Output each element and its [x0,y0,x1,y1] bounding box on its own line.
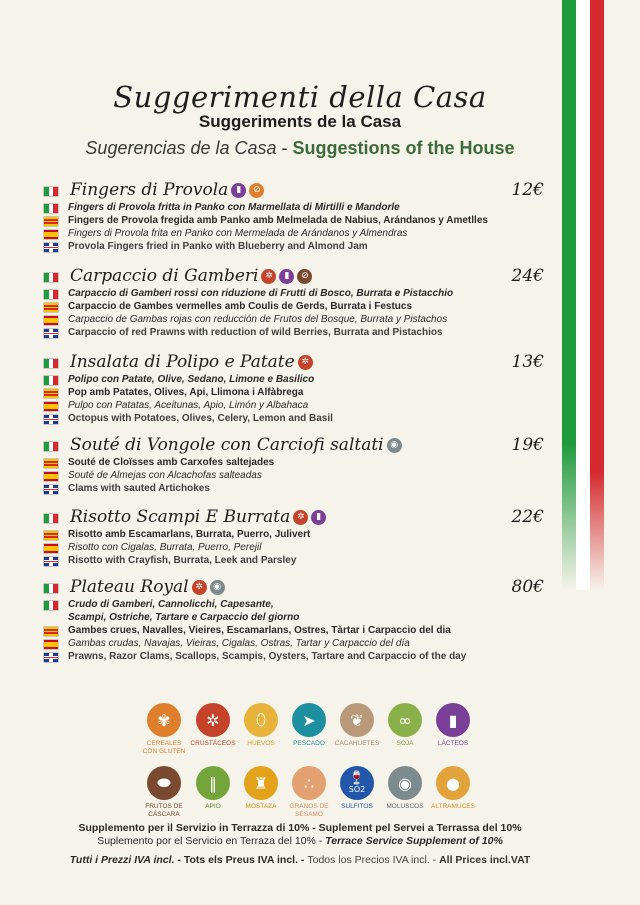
description-italian: Carpaccio di Gamberi rossi con riduzione di Frutti di Bosco, Burrata e Pistacchio [68,288,454,299]
title-catalan: Suggeriments de la Casa [198,112,402,131]
description-spanish: Pulpo con Patatas, Aceitunas, Apio, Limón y Albahaca [68,400,309,411]
celery-icon: ‖ [196,766,230,800]
description-catalan: Fingers de Provola fregida amb Panko amb Melmelada de Nabius, Arándanos y Ametlles [68,215,488,226]
description-english: Carpaccio of red Prawns with reduction of wild Berries, Burrata and Pistachios [68,327,443,338]
dish-name: Fingers di Provola [70,180,229,200]
allergen-cacahuetes [333,703,381,748]
allergen-pescado [285,703,333,748]
description-italian: Fingers di Provola fritta in Panko con Marmellata di Mirtilli e Mandorle [68,202,400,213]
terrace-note-spanish: Suplemento por el Servicio en Terraza del 10% - [97,835,326,847]
crustaceos-icon: ✲ [192,580,207,595]
spain-flag-icon [44,640,58,649]
uk-flag-icon [44,415,58,424]
wine-icon: 🍷 SO2 [340,766,374,800]
italy-flag-icon [44,273,58,282]
description-spanish: Fingers di Provola frita en Panko con Mermelada de Arándanos y Almendras [68,228,408,239]
allergen-frutos [140,766,188,819]
lupin-icon: ● [436,766,470,800]
catalonia-flag-icon [44,531,58,540]
allergen-label-2: CON GLUTEN [142,748,186,755]
italy-flag-icon [44,442,58,451]
frutos-icon: ⊘ [297,269,312,284]
catalonia-flag-icon [44,389,58,398]
italy-flag-icon [44,584,58,593]
title-spanish: Sugerencias de la Casa [85,138,277,158]
so2-label: SO2 [348,784,366,794]
allergen-moluscos [381,766,429,811]
crustaceos-icon: ✲ [298,355,313,370]
nut-icon: ⬬ [147,766,181,800]
title-separator: - [276,138,293,158]
catalonia-flag-icon [44,627,58,636]
description-catalan: Souté de Cloïsses amb Carxofes saltejades [68,457,275,468]
allergen-mostaza [237,766,285,811]
uk-flag-icon [44,653,58,662]
moluscos-icon: ◉ [387,438,402,453]
wheat-icon: ✾ [147,703,181,737]
description-english: Prawns, Razor Clams, Scallops, Scampis, Oysters, Tartare and Carpaccio of the day [68,651,467,662]
description-catalan: Carpaccio de Gambes vermelles amb Coulis de Gerds, Burrata i Festucs [68,301,413,312]
dish-price: 12€ [511,180,544,200]
dish-price: 13€ [511,352,544,372]
vat-spanish: Todos los Precios IVA incl. - [307,854,440,866]
allergen-label: PESCADO [293,740,325,747]
peanut-icon: ❦ [340,703,374,737]
description-spanish: Gambas crudas, Navajas, Vieiras, Cigalas, Ostras, Tartar y Carpaccio del día [68,638,410,649]
allergen-label: HUEVOS [247,740,275,747]
allergen-label: FRUTOS DE [145,803,183,810]
lacteos-icon: ▮ [311,510,326,525]
spain-flag-icon [44,230,58,239]
dish-name: Carpaccio di Gamberi [70,266,259,286]
dish-price: 80€ [511,577,544,597]
italy-flag-icon [44,376,58,385]
allergen-row-2 [140,766,480,826]
footer-notes [0,822,600,866]
uk-flag-icon [44,243,58,252]
allergen-crustaceos [189,703,237,748]
catalonia-flag-icon [44,303,58,312]
dish-carpaccio-di-gamberi [44,266,554,340]
description-english: Risotto with Crayfish, Burrata, Leek and Parsley [68,555,297,566]
allergen-sesamo [285,766,333,819]
italy-flag-icon [44,601,58,610]
dish-price: 24€ [511,266,544,286]
subtitle [0,138,600,159]
allergen-label-2: CÁSCARA [148,811,180,818]
italy-flag-icon [44,290,58,299]
allergen-gluten [140,703,188,756]
allergen-label: CACAHUETES [334,740,380,747]
allergen-soja [381,703,429,748]
dish-name: Souté di Vongole con Carciofi saltati [70,435,384,455]
catalonia-flag-icon [44,459,58,468]
dish-plateau-royal [44,577,554,664]
spain-flag-icon [44,544,58,553]
allergen-label: CEREALES [146,740,182,747]
dish-price: 22€ [511,507,544,527]
terrace-supplement-note: Supplemento per il Servizio in Terrazza di 10% - Suplement pel Servei a Terrassa del 10% [78,822,522,834]
moluscos-icon: ◉ [210,580,225,595]
description-english: Provola Fingers fried in Panko with Blueberry and Almond Jam [68,241,368,252]
spain-flag-icon [44,472,58,481]
lacteos-icon: ▮ [279,269,294,284]
menu-header [0,80,600,159]
vat-note [0,854,600,866]
crustaceos-icon: ✲ [293,510,308,525]
uk-flag-icon [44,557,58,566]
description-spanish: Risotto con Cigalas, Burrata, Puerro, Perejil [68,542,262,553]
allergen-label: SOJA [396,740,414,747]
spain-flag-icon [44,402,58,411]
dish-insalata-di-polipo [44,352,554,426]
description-english: Octopus with Potatoes, Olives, Celery, Lemon and Basil [68,413,333,424]
terrace-note-english: Terrace Service Supplement of 10% [325,835,503,847]
description-spanish: Souté de Almejas con Alcachofas salteadas [68,470,262,481]
mustard-icon: ♜ [244,766,278,800]
description-italian-cont: Scampi, Ostriche, Tartare e Carpaccio del giorno [68,612,300,623]
allergen-sulfitos [333,766,381,811]
allergen-label: SULFITOS [341,803,373,810]
description-catalan: Risotto amb Escamarlans, Burrata, Puerro, Julivert [68,529,311,540]
vat-catalan: Tots els Preus IVA incl. - [183,854,308,866]
allergen-label: ALTRAMUCES [431,803,475,810]
spain-flag-icon [44,316,58,325]
description-catalan: Pop amb Patates, Olives, Api, Llimona i Alfàbrega [68,387,304,398]
description-english: Clams with sauted Artichokes [68,483,210,494]
description-catalan: Gambes crues, Navalles, Vieires, Escamarlans, Ostres, Tàrtar i Carpaccio del dia [68,625,451,636]
terrace-supplement-note-2 [0,835,600,847]
allergen-label: MOSTAZA [245,803,277,810]
page-title: Suggerimenti della Casa [113,80,487,114]
italy-flag-icon [44,204,58,213]
dish-fingers-di-provola [44,180,554,254]
allergen-label: CRUSTÁCEOS [190,740,236,747]
fish-icon: ➤ [292,703,326,737]
dish-name: Plateau Royal [70,577,189,597]
vat-italian: Tutti i Prezzi IVA incl. - [69,854,184,866]
soy-icon: ∞ [388,703,422,737]
italy-flag-icon [44,187,58,196]
lacteos-icon: ▮ [231,183,246,198]
milk-icon: ▮ [436,703,470,737]
sesame-icon: ∴ [292,766,326,800]
allergen-huevos [237,703,285,748]
crab-icon: ✲ [196,703,230,737]
dish-price: 19€ [511,435,544,455]
allergen-label: APIO [205,803,221,810]
allergen-label: LÁCTEOS [437,740,469,747]
dish-name: Insalata di Polipo e Patate [70,352,295,372]
description-italian: Crudo di Gamberi, Cannolicchi, Capesante, [68,599,274,610]
allergen-label: GRANOS DE [289,803,329,810]
egg-icon: ⬯ [244,703,278,737]
gluten-icon: ⊘ [249,183,264,198]
italy-flag-icon [44,514,58,523]
allergen-apio [189,766,237,811]
uk-flag-icon [44,329,58,338]
dish-soute-di-vongole [44,435,554,496]
description-spanish: Carpaccio de Gambas rojas con reducción de Frutos del Bosque, Burrata y Pistachos [68,314,448,325]
dish-name: Risotto Scampi E Burrata [70,507,291,527]
allergen-row-1 [140,703,480,763]
crustaceos-icon: ✲ [261,269,276,284]
allergen-altramuces [429,766,477,811]
shell-icon: ◉ [388,766,422,800]
allergen-legend [140,703,480,826]
dish-risotto-scampi [44,507,554,568]
italy-flag-icon [44,359,58,368]
allergen-label-2: SÉSAMO [295,811,323,818]
catalonia-flag-icon [44,217,58,226]
allergen-label: MOLUSCOS [386,803,424,810]
allergen-lacteos [429,703,477,748]
title-english: Suggestions of the House [292,138,515,158]
uk-flag-icon [44,485,58,494]
description-italian: Polipo con Patate, Olive, Sedano, Limone e Basilico [68,374,315,385]
vat-english: All Prices incl.VAT [439,854,531,866]
